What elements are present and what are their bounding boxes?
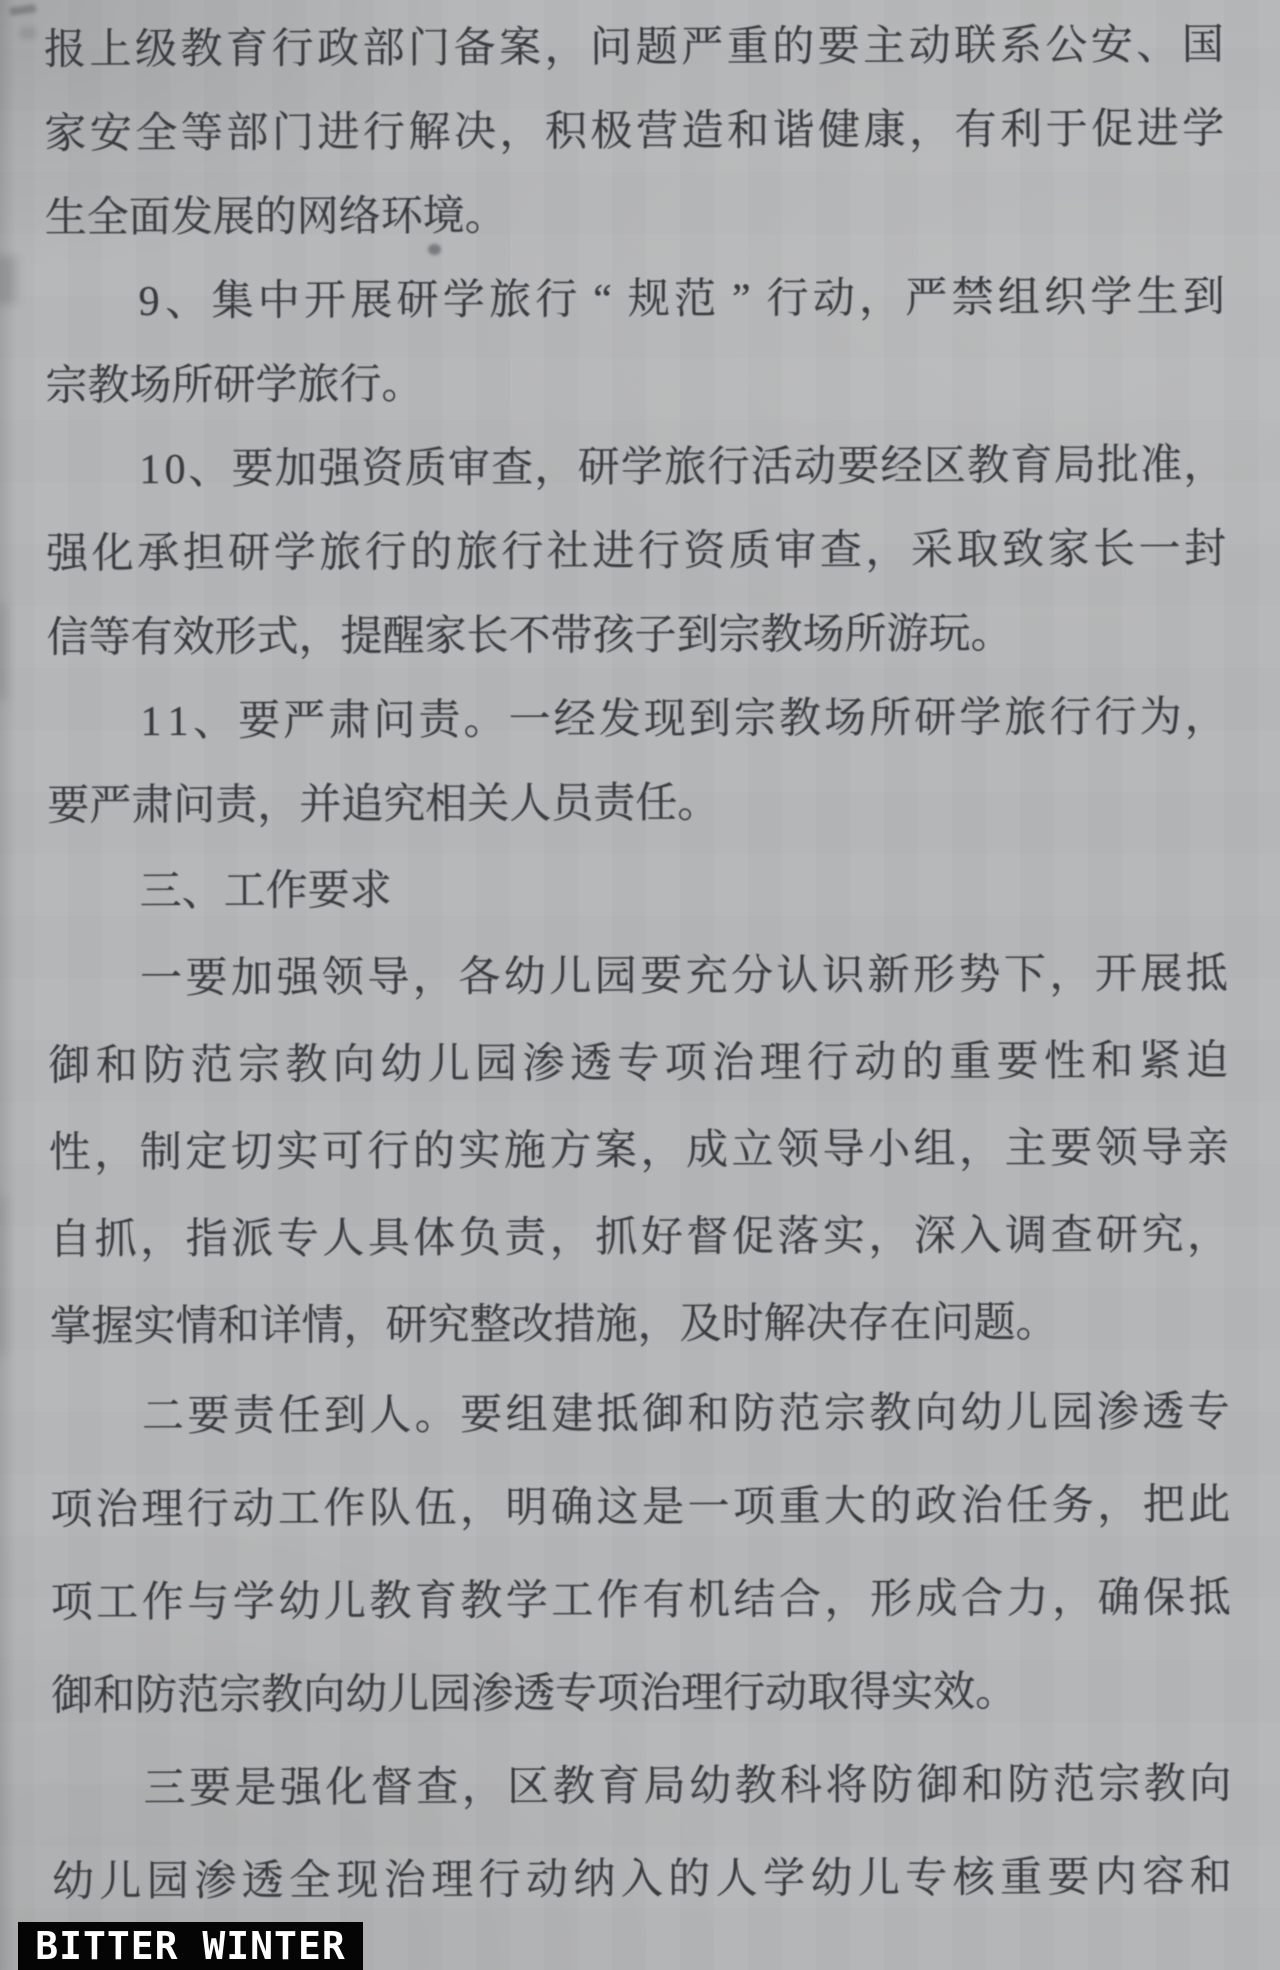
text-line: 自 抓 ， 指 派 专 人 具 体 负 责 ， 抓 好 督 促 落 实 ， 深 入 调 查 研 究 ， [49,1211,1230,1264]
text-line: 报 上 级 教 育 行 政 部 门 备 案 ， 问 题 严 重 的 要 主 动 联 系 公 安 、 国 [43,22,1224,74]
text-line: 家 安 全 等 部 门 进 行 解 决 ， 积 极 营 造 和 谐 健 康 ， 有 利 于 促 进 学 [44,106,1225,158]
scan-speck [20,27,36,39]
paper-edge-smudge [0,256,17,304]
text-line: 一 要 加 强 领 导 ， 各 幼 儿 园 要 充 分 认 识 新 形 势 下 ， 开 展 抵 [139,950,1228,1002]
text-line: 三 、 工 作 要 求 [139,867,392,915]
text-line: 1 0 、 要 加 强 资 质 审 查 ， 研 学 旅 行 活 动 要 经 区 教 育 局 批 准 ， [139,442,1226,494]
text-line: 生 全 面 发 展 的 网 络 环 境 。 [44,193,507,242]
text-line: 9 、 集 中 开 展 研 学 旅 行 “ 规 范 ” 行 动 ， 严 禁 组 织 学 生 到 [138,274,1225,326]
text-line: 性 ， 制 定 切 实 可 行 的 实 施 方 案 ， 成 立 领 导 小 组 ， 主 要 领 导 亲 [48,1124,1229,1177]
paper-edge-shadow [0,0,16,1970]
text-line: 二 要 责 任 到 人 。 要 组 建 抵 御 和 防 范 宗 教 向 幼 儿 园 渗 透 专 [141,1388,1230,1440]
text-line: 宗 教 场 所 研 学 旅 行 。 [45,361,424,410]
text-line: 项 治 理 行 动 工 作 队 伍 ， 明 确 这 是 一 项 重 大 的 政 治 任 务 ， 把 此 [50,1481,1231,1534]
text-line: 要 严 肃 问 责 ， 并 追 究 相 关 人 员 责 任 。 [47,780,720,830]
text-line: 项 工 作 与 学 幼 儿 教 育 教 学 工 作 有 机 结 合 ， 形 成 合 力 ， 确 保 抵 [50,1574,1231,1627]
document-text [44,3,1232,1928]
text-line: 1 1 、 要 严 肃 问 责 。 一 经 发 现 到 宗 教 场 所 研 学 旅 行 行 为 ， [140,694,1227,746]
text-line: 强 化 承 担 研 学 旅 行 的 旅 行 社 进 行 资 质 审 查 ， 采 取 致 家 长 一 封 [46,526,1227,578]
text-line: 掌 握 实 情 和 详 情 ， 研 究 整 改 措 施 ， 及 时 解 决 存 在 问 题 。 [49,1299,1058,1351]
paper-edge-smudge [0,1196,6,1356]
text-line: 信 等 有 效 形 式 ， 提 醒 家 长 不 带 孩 子 到 宗 教 场 所 游 玩 。 [46,611,1013,662]
text-line: 御 和 防 范 宗 教 向 幼 儿 园 渗 透 专 项 治 理 行 动 的 重 要 性 和 紧 迫 [48,1037,1229,1090]
text-line: 三 要 是 强 化 督 查 ， 区 教 育 局 幼 教 科 将 防 御 和 防 范 宗 教 向 [143,1760,1232,1812]
bitter-winter-watermark: BITTER WINTER [18,1922,363,1970]
scan-speck [10,4,37,16]
text-line: 幼 儿 园 渗 透 全 现 治 理 行 动 纳 入 的 人 学 幼 儿 专 核 重 要 内 容 和 [51,1853,1232,1906]
text-line: 御 和 防 范 宗 教 向 幼 儿 园 渗 透 专 项 治 理 行 动 取 得 实 效 。 [51,1668,1018,1720]
paper-edge-smudge [0,604,8,700]
